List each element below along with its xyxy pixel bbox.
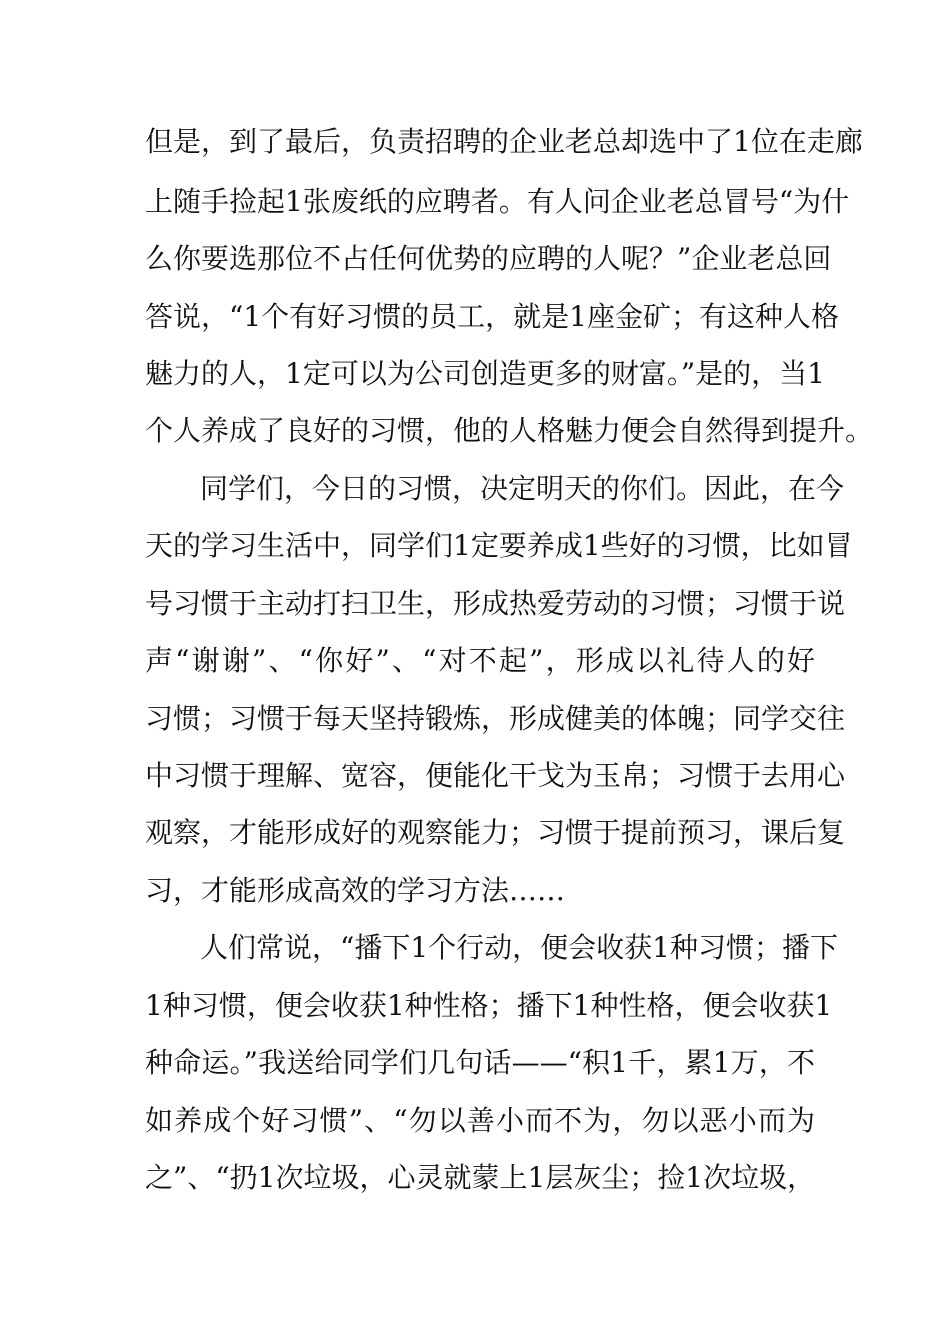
text-line-13: 观察，才能形成好的观察能力；习惯于提前预习，课后复: [145, 816, 846, 849]
text-line-5: 魅力的人，1定可以为公司创造更多的财富。”是的，当1: [145, 357, 825, 390]
text-line-1: 但是，到了最后，负责招聘的企业老总却选中了1位在走廊: [145, 125, 863, 158]
text-line-14: 习，才能形成高效的学习方法……: [145, 874, 566, 907]
text-line-4: 答说，“1个有好习惯的员工，就是1座金矿；有这种人格: [145, 300, 839, 333]
text-line-16: 1种习惯，便会收获1种性格；播下1种性格，便会收获1: [145, 989, 833, 1022]
text-line-19: 之”、“扔1次垃圾，心灵就蒙上1层灰尘；捡1次垃圾，: [145, 1161, 816, 1194]
text-line-18: 如养成个好习惯”、“勿以善小而不为，勿以恶小而为: [145, 1104, 815, 1137]
text-line-7: 同学们，今日的习惯，决定明天的你们。因此，在今: [200, 472, 845, 505]
text-line-11: 习惯；习惯于每天坚持锻炼，形成健美的体魄；同学交往: [145, 702, 846, 735]
text-line-3: 么你要选那位不占任何优势的应聘的人呢？”企业老总回: [145, 242, 832, 275]
text-line-15: 人们常说，“播下1个行动，便会收获1种习惯；播下: [200, 931, 838, 964]
text-line-6: 个人养成了良好的习惯，他的人格魅力便会自然得到提升。: [145, 414, 874, 447]
text-line-17: 种命运。”我送给同学们几句话——“积1千，累1万，不: [145, 1046, 815, 1079]
text-line-9: 号习惯于主动打扫卫生，形成热爱劳动的习惯；习惯于说: [145, 587, 846, 620]
text-line-8: 天的学习生活中，同学们1定要养成1些好的习惯，比如冒: [145, 529, 853, 562]
text-line-2: 上随手捡起1张废纸的应聘者。有人问企业老总冒号“为什: [145, 185, 850, 218]
text-line-12: 中习惯于理解、宽容，便能化干戈为玉帛；习惯于去用心: [145, 759, 846, 792]
text-line-10: 声“谢谢”、“你好”、“对不起”，形成以礼待人的好: [145, 644, 815, 677]
